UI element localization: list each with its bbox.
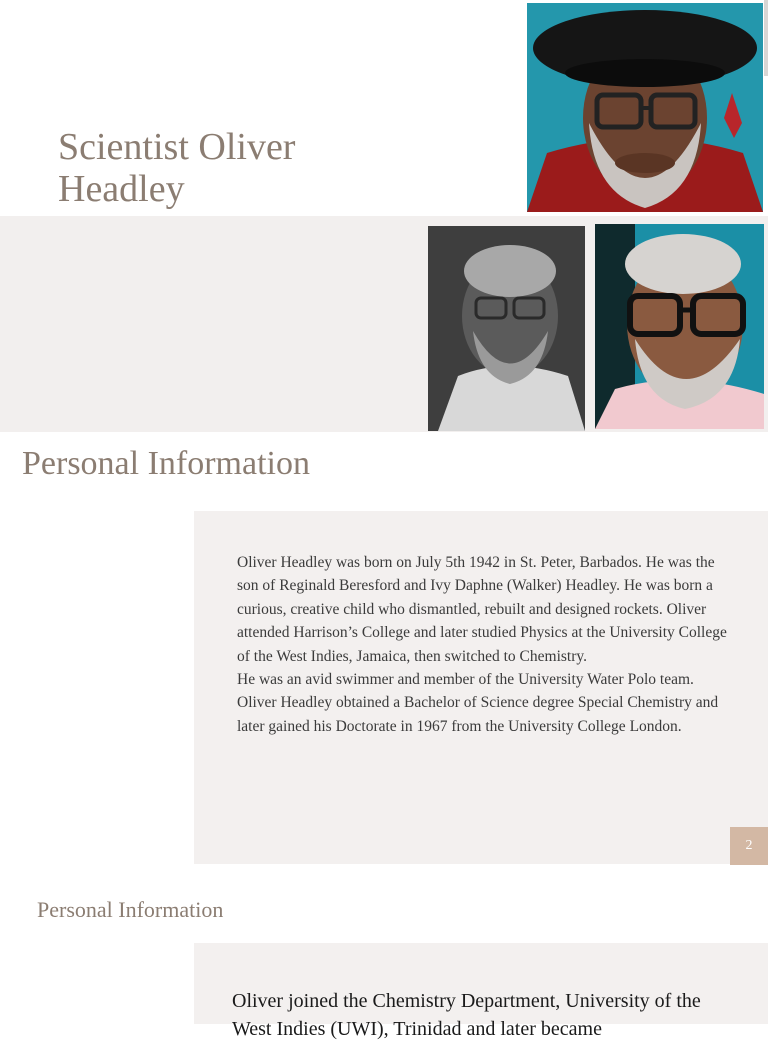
slide-title: Scientist Oliver Headley xyxy=(58,126,296,210)
section-heading-personal-information-2: Personal Information xyxy=(37,897,224,922)
paragraph: Oliver joined the Chemistry Department, University of the West Indies (UWI), Trinidad and later became xyxy=(232,990,701,1040)
portrait-photo-graduation-cap xyxy=(527,3,763,212)
personal-info-content-box-2 xyxy=(194,943,768,1040)
slide-edge-strip xyxy=(764,0,768,76)
section-heading-personal-information: Personal Information xyxy=(22,445,310,482)
page-number-badge: 2 xyxy=(730,827,768,865)
personal-info-content-box xyxy=(194,511,768,864)
paragraph: Oliver Headley obtained a Bachelor of Science degree Special Chemistry and later gained his Doctorate in 1967 from the University College London. xyxy=(237,694,719,735)
paragraph: He was an avid swimmer and member of the University Water Polo team. xyxy=(237,671,694,689)
paragraph: Oliver Headley was born on July 5th 1942 in St. Peter, Barbados. He was the son of Reginald Beresford and Ivy Daphne (Walker) Headley. He was born a curious, creative child who dismantled, rebuilt and designed rockets. Oliver attended Harrison’s College and later studied Physics at the University College of the West Indies, Jamaica, then switched to Chemistry. xyxy=(237,554,727,665)
portrait-photo-black-and-white xyxy=(428,226,585,431)
portrait-photo-color xyxy=(595,224,764,429)
personal-info-text xyxy=(237,551,727,738)
